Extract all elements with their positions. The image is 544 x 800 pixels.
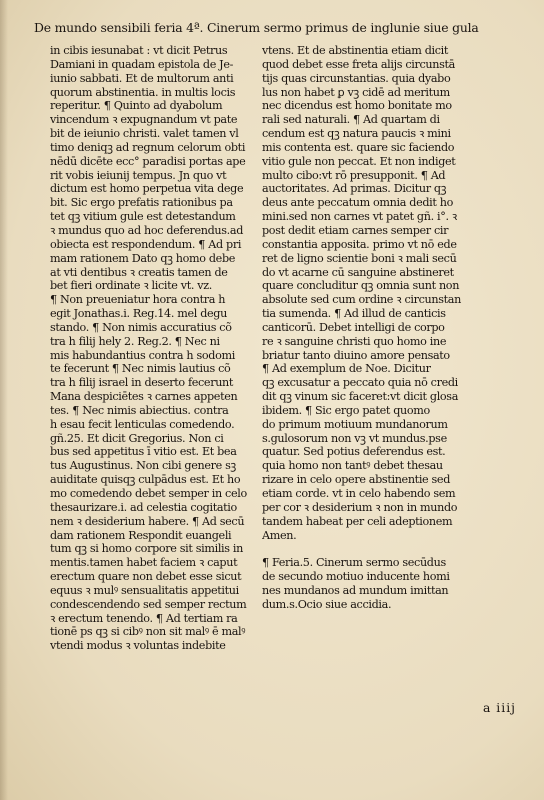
text-line: tes. ¶ Nec nimis abiectius. contra bbox=[50, 403, 229, 417]
text-line: tra h filij hely 2. Reg.2. ¶ Nec ni bbox=[50, 334, 220, 348]
signature-mark: a iiij bbox=[482, 700, 516, 715]
text-line: ¶ Ad exemplum de Noe. Dicitur bbox=[262, 362, 431, 376]
text-line: vitio gule non peccat. Et non indiget bbox=[262, 154, 456, 168]
text-line: mis contenta est. quare sic faciendo bbox=[262, 140, 455, 154]
text-line: do vt acarne cū sanguine abstineret bbox=[262, 265, 454, 279]
text-line: mo comedendo debet semper in celo bbox=[50, 487, 247, 500]
text-line: quare concluditur qꝫ omnia sunt non bbox=[262, 279, 460, 293]
text-line: vincendum ꝛ expugnandum vt pate bbox=[50, 113, 238, 127]
left-text-column bbox=[50, 44, 275, 653]
text-line: per cor ꝛ desiderium ꝛ non in mundo bbox=[262, 500, 458, 514]
text-line: Amen. bbox=[262, 528, 297, 542]
text-line: erectum quare non debet esse sicut bbox=[50, 570, 242, 584]
text-line: tra h filij israel in deserto fecerunt bbox=[50, 376, 234, 390]
text-line: nem ꝛ desiderium habere. ¶ Ad secū bbox=[50, 514, 245, 528]
text-line: h esau fecit lenticulas comedendo. bbox=[50, 417, 235, 431]
text-line: canticorū. Debet intelligi de corpo bbox=[262, 320, 445, 334]
text-line: ret de ligno scientie boni ꝛ mali secū bbox=[262, 251, 457, 265]
text-line: mini.sed non carnes vt patet gñ. i°. ꝛ bbox=[262, 210, 457, 224]
text-line: ¶ Feria.5. Cinerum sermo secūdus bbox=[262, 556, 446, 570]
text-line: briatur tanto diuino amore pensato bbox=[262, 348, 450, 362]
text-line: timo deniqꝫ ad regnum celorum obti bbox=[50, 140, 246, 154]
text-line: quia homo non tantꝰ debet thesau bbox=[262, 459, 443, 473]
text-line: rizare in celo opere abstinentie sed bbox=[262, 473, 451, 487]
text-line: bus sed appetitus ī vitio est. Et bea bbox=[50, 445, 237, 459]
text-line: dictum est homo perpetua vita dege bbox=[50, 182, 244, 196]
text-line: tus Augustinus. Non cibi genere sꝫ bbox=[50, 459, 236, 473]
text-line: dit qꝫ vinum sic faceret:vt dicit glosa bbox=[262, 390, 459, 404]
text-line: mentis.tamen habet faciem ꝛ caput bbox=[50, 556, 238, 570]
text-line: rali sed naturali. ¶ Ad quartam di bbox=[262, 113, 440, 127]
text-line: iunio sabbati. Et de multorum anti bbox=[50, 71, 234, 85]
text-line: mis habundantius contra h sodomi bbox=[50, 348, 235, 362]
text-line: post dedit etiam carnes semper cir bbox=[262, 223, 449, 237]
text-line: vtens. Et de abstinentia etiam dicit bbox=[262, 44, 449, 57]
text-line: nes mundanos ad mundum imittan bbox=[262, 584, 449, 598]
text-line: bit. Sic ergo prefatis rationibus pa bbox=[50, 196, 233, 210]
text-line: condescendendo sed semper rectum bbox=[50, 597, 247, 611]
text-line: do primum motiuum mundanorum bbox=[262, 417, 448, 431]
page-edge-shadow bbox=[0, 0, 8, 800]
text-line: ꝛ erectum tenendo. ¶ Ad tertiam ra bbox=[50, 611, 238, 625]
text-line: at vti dentibus ꝛ creatis tamen de bbox=[50, 265, 228, 279]
text-line: tijs quas circunstantias. quia dyabo bbox=[262, 71, 451, 85]
text-line: Damiani in quadam epistola de Je- bbox=[50, 57, 234, 71]
text-line: tum qꝫ si homo corpore sit similis in bbox=[50, 542, 243, 556]
text-line: dam rationem Respondit euangeli bbox=[50, 528, 232, 542]
text-line: tet qꝫ vitium gule est detestandum bbox=[50, 210, 236, 224]
right-text-column bbox=[262, 44, 482, 612]
text-line: obiecta est respondendum. ¶ Ad pri bbox=[50, 237, 242, 251]
text-line: re ꝛ sanguine christi quo homo ine bbox=[262, 334, 447, 348]
text-line: etiam corde. vt in celo habendo sem bbox=[262, 487, 456, 500]
text-line: reperitur. ¶ Quinto ad dyabolum bbox=[50, 99, 223, 113]
text-line: cendum est qꝫ natura paucis ꝛ mini bbox=[262, 127, 451, 141]
text-line: ꝛ mundus quo ad hoc deferendus.ad bbox=[50, 223, 244, 237]
text-line: stando. ¶ Non nimis accuratius cõ bbox=[50, 320, 232, 334]
text-line: de secundo motiuo inducente homi bbox=[262, 570, 450, 584]
text-line: in cibis iesunabat : vt dicit Petrus bbox=[50, 44, 228, 57]
text-line: dum.s.Ocio siue accidia. bbox=[262, 597, 392, 611]
text-line: Mana despiciētes ꝛ carnes appeten bbox=[50, 390, 238, 404]
text-line: nec dicendus est homo bonitate mo bbox=[262, 99, 452, 113]
text-line: rit vobis ieiunij tempus. Jn quo vt bbox=[50, 168, 227, 182]
text-line: lus non habet ꝑ vꝫ cidē ad meritum bbox=[262, 85, 450, 99]
text-line: tandem habeat per celi adeptionem bbox=[262, 514, 453, 528]
paragraph-gap bbox=[262, 542, 482, 556]
text-line: te fecerunt ¶ Nec nimis lautius cõ bbox=[50, 362, 231, 376]
text-line: egit Jonathas.i. Reg.14. mel degu bbox=[50, 307, 227, 321]
text-line: quorum abstinentia. in multis locis bbox=[50, 85, 236, 99]
text-line: gñ.25. Et dicit Gregorius. Non ci bbox=[50, 431, 224, 445]
text-line: bet fieri ordinate ꝛ licite vt. vz. bbox=[50, 279, 213, 293]
text-line: absolute sed cum ordine ꝛ circunstan bbox=[262, 293, 461, 307]
text-line: multo cibo:vt rō presupponit. ¶ Ad bbox=[262, 168, 446, 182]
text-line: s.gulosorum non vꝫ vt mundus.pse bbox=[262, 431, 447, 445]
text-line: qꝫ excusatur a peccato quia nō credi bbox=[262, 376, 458, 390]
text-line: equus ꝛ mulꝰ sensualitatis appetitui bbox=[50, 583, 239, 597]
text-line: tia sumenda. ¶ Ad illud de canticis bbox=[262, 307, 446, 321]
text-line: constantia apposita. primo vt nō ede bbox=[262, 237, 457, 251]
text-line: auctoritates. Ad primas. Dicitur qꝫ bbox=[262, 182, 447, 196]
text-line: deus ante peccatum omnia dedit ho bbox=[262, 196, 453, 210]
text-line: ¶ Non preueniatur hora contra h bbox=[50, 293, 226, 307]
text-line: thesaurizare.i. ad celestia cogitatio bbox=[50, 500, 237, 514]
text-line: mam rationem Dato qꝫ homo debe bbox=[50, 251, 236, 265]
text-line: nēdū dicēte ecc° paradisi portas ape bbox=[50, 154, 246, 168]
text-line: vtendi modus ꝛ voluntas indebite bbox=[50, 639, 226, 653]
text-line: ibidem. ¶ Sic ergo patet quomo bbox=[262, 403, 430, 417]
text-line: tionē ps qꝫ si cibꝰ non sit malꝰ ē malꝰ bbox=[50, 625, 246, 639]
running-header: De mundo sensibili feria 4ª. Cinerum sermo primus de inglunie siue gula bbox=[34, 20, 479, 35]
text-line: auiditate quisqꝫ culpādus est. Et ho bbox=[50, 473, 241, 487]
text-line: bit de ieiunio christi. valet tamen vl bbox=[50, 127, 239, 141]
text-line: quod debet esse freta alijs circunstā bbox=[262, 57, 455, 71]
text-line: quatur. Sed potius deferendus est. bbox=[262, 445, 446, 459]
